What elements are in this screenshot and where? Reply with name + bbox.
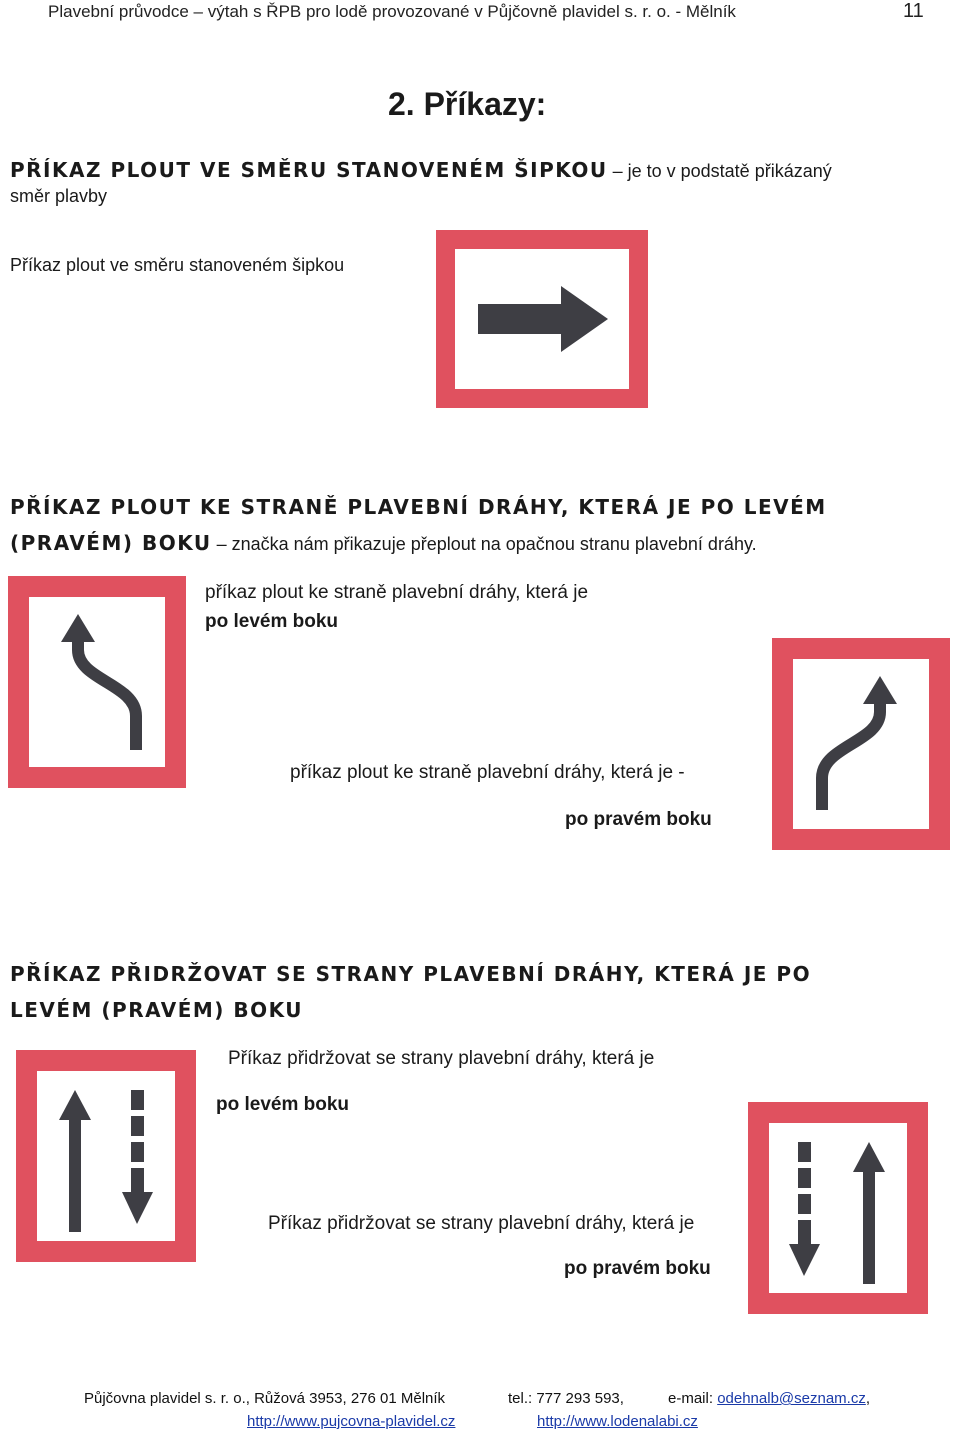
section2-right-caption1: příkaz plout ke straně plavební dráhy, která je - — [290, 762, 685, 783]
section1-desc: – je to v podstatě přikázaný — [607, 161, 832, 181]
arrow-right-icon — [436, 230, 648, 408]
footer-website-link-1[interactable]: http://www.pujcovna-plavidel.cz — [247, 1413, 456, 1430]
sign-keep-left — [16, 1050, 196, 1262]
section3-left-caption1: Příkaz přidržovat se strany plavební dráhy, která je — [228, 1048, 655, 1069]
footer-email-link[interactable]: odehnalb@seznam.cz — [717, 1390, 866, 1407]
footer-email-suffix: , — [865, 1390, 871, 1407]
section3-heading-line2: LEVÉM (PRAVÉM) BOKU — [10, 998, 304, 1022]
sign-keep-right — [748, 1102, 928, 1314]
footer-link2-wrap — [537, 1413, 698, 1430]
section3-heading-line1: PŘÍKAZ PŘIDRŽOVAT SE STRANY PLAVEBNÍ DRÁHY, KTERÁ JE PO — [10, 962, 812, 986]
section1-caption: Příkaz plout ve směru stanoveném šipkou — [10, 255, 345, 275]
section1-heading-text: PŘÍKAZ PLOUT VE SMĚRU STANOVENÉM ŠIPKOU — [10, 158, 608, 182]
section2-heading-line2: (PRAVÉM) BOKU — [10, 531, 212, 555]
section1-desc-line2: směr plavby — [10, 186, 108, 206]
curve-left-arrow-icon — [8, 576, 186, 788]
sign-curve-left — [8, 576, 186, 788]
section2-heading-line1: PŘÍKAZ PLOUT KE STRANĚ PLAVEBNÍ DRÁHY, KTERÁ JE PO LEVÉM — [10, 495, 827, 519]
footer-email-label: e-mail: — [668, 1390, 718, 1407]
section2-left-caption1: příkaz plout ke straně plavební dráhy, která je — [205, 582, 589, 603]
sign-arrow-right — [436, 230, 648, 408]
running-header: Plavební průvodce – výtah s ŘPB pro lodě provozované v Půjčovně plavidel s. r. o. - Mělník — [48, 2, 736, 21]
section2-desc: – značka nám přikazuje přeplout na opačnou stranu plavební dráhy. — [211, 534, 757, 554]
section3-left-caption2: po levém boku — [216, 1094, 350, 1115]
section2-heading-line2-wrap — [10, 531, 757, 555]
page-title: 2. Příkazy: — [388, 86, 547, 122]
page-number: 11 — [903, 0, 924, 22]
section2-left-caption2: po levém boku — [205, 611, 339, 632]
footer-company: Půjčovna plavidel s. r. o., Růžová 3953, 276 01 Mělník — [84, 1390, 446, 1407]
section1-heading — [10, 158, 832, 182]
section3-right-caption1: Příkaz přidržovat se strany plavební dráhy, která je — [268, 1213, 695, 1234]
curve-right-arrow-icon — [772, 638, 950, 850]
keep-right-arrows-icon — [748, 1102, 928, 1314]
footer-tel: tel.: 777 293 593, — [508, 1390, 624, 1407]
keep-left-arrows-icon — [16, 1050, 196, 1262]
footer-website-link-2[interactable]: http://www.lodenalabi.cz — [537, 1413, 698, 1430]
sign-curve-right — [772, 638, 950, 850]
section2-right-caption2: po pravém boku — [565, 809, 712, 830]
footer-link1-wrap — [247, 1413, 455, 1430]
section3-right-caption2: po pravém boku — [564, 1258, 711, 1279]
footer-email-line — [668, 1390, 870, 1407]
